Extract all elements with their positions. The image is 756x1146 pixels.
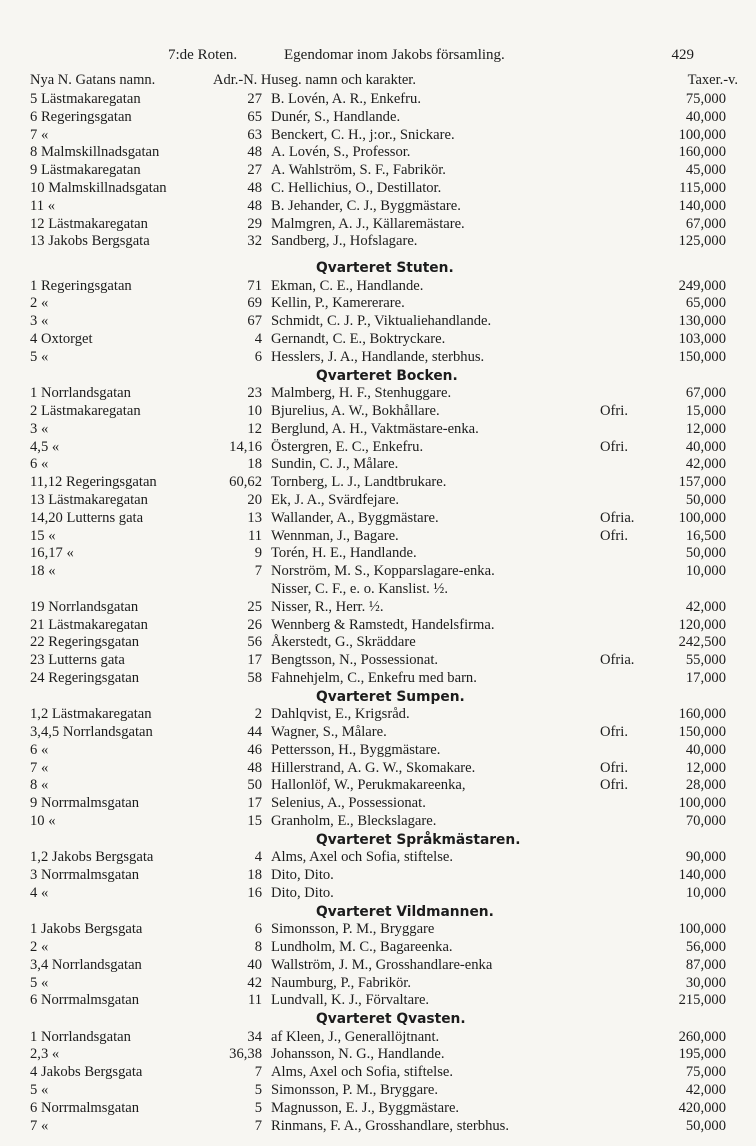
tax-value-cell: 42,000	[685, 456, 726, 473]
owner-cell: Norström, M. S., Kopparslagare-enka.	[271, 563, 495, 580]
tax-value-cell: 115,000	[679, 179, 726, 196]
house-number-cell: 9	[254, 545, 262, 562]
address-cell: 6 Norrmalmsgatan	[30, 1099, 140, 1116]
table-row	[0, 867, 756, 885]
tax-value-cell: 30,000	[685, 974, 726, 991]
register-table	[0, 91, 756, 1135]
house-number-cell: 4	[254, 331, 262, 348]
tax-value-cell: 15,000	[685, 402, 726, 419]
address-cell: 3,4 Norrlandsgatan	[30, 956, 142, 973]
tax-value-cell: 28,000	[685, 777, 726, 794]
house-number-cell: 34	[247, 1028, 262, 1045]
house-number-cell: 7	[254, 1117, 262, 1134]
table-row	[0, 144, 756, 162]
tax-value-cell: 100,000	[678, 126, 726, 143]
table-row	[0, 91, 756, 109]
house-number-cell: 23	[247, 385, 262, 402]
address-cell: 1 Norrlandsgatan	[30, 1028, 131, 1045]
tax-value-cell: 260,000	[678, 1028, 726, 1045]
house-number-cell: 11	[247, 527, 262, 544]
table-row	[0, 233, 756, 251]
table-row	[0, 492, 756, 510]
block-title	[0, 367, 756, 386]
tax-value-cell: 40,000	[685, 438, 726, 455]
owner-cell: Alms, Axel och Sofia, stiftelse.	[271, 1064, 453, 1081]
tax-value-cell: 150,000	[678, 724, 726, 740]
address-cell: 6 Norrmalmsgatan	[30, 992, 140, 1009]
house-number-cell: 50	[247, 777, 262, 794]
owner-cell: af Kleen, J., Generallöjtnant.	[271, 1028, 440, 1045]
block-title-text: Qvarteret Sumpen.	[316, 688, 465, 705]
tax-value-cell: 242,500	[678, 634, 726, 651]
house-number-cell: 27	[247, 162, 262, 179]
address-cell: 11,12 Regeringsgatan	[30, 474, 157, 491]
table-row	[0, 216, 756, 234]
address-cell: 1 Jakobs Bergsgata	[30, 921, 143, 938]
tax-value-cell: 10,000	[685, 563, 726, 580]
house-number-cell: 17	[247, 795, 262, 812]
table-row	[0, 795, 756, 813]
address-cell: 5 «	[30, 1082, 49, 1099]
tax-value-cell: 10,000	[685, 884, 726, 901]
owner-cell: Sundin, C. J., Målare.	[271, 456, 399, 473]
house-number-cell: 36,38	[229, 1046, 262, 1063]
house-number-cell: 56	[247, 634, 262, 651]
address-cell: 5 «	[30, 348, 49, 365]
address-cell: 16,17 «	[30, 545, 74, 562]
house-number-cell: 69	[247, 295, 262, 312]
owner-cell: Johansson, N. G., Handlande.	[271, 1046, 445, 1063]
tax-value-cell: 75,000	[685, 91, 726, 107]
owner-cell: Schmidt, C. J. P., Viktualiehandlande.	[271, 313, 492, 330]
house-number-cell: 7	[254, 563, 262, 580]
address-cell: 1 Regeringsgatan	[30, 277, 132, 294]
table-row	[0, 403, 756, 421]
table-row	[0, 421, 756, 439]
table-row	[0, 581, 756, 599]
house-number-cell: 46	[247, 741, 262, 758]
owner-cell: Simonsson, P. M., Bryggare.	[271, 1082, 439, 1099]
table-row	[0, 180, 756, 198]
table-row	[0, 849, 756, 867]
house-number-cell: 6	[254, 921, 262, 938]
tax-value-cell: 157,000	[678, 474, 726, 491]
column-header-tax: Taxer.-v.	[687, 72, 738, 88]
address-cell: 3 Norrmalmsgatan	[30, 867, 140, 884]
tax-value-cell: 90,000	[685, 849, 726, 866]
owner-cell: Tornberg, L. J., Landtbrukare.	[271, 474, 447, 491]
tax-value-cell: 12,000	[685, 759, 726, 776]
tax-value-cell: 125,000	[678, 233, 726, 250]
owner-cell: Alms, Axel och Sofia, stiftelse.	[271, 849, 453, 866]
page-number: 429	[671, 47, 694, 63]
owner-cell: Östergren, E. C., Enkefru.	[271, 438, 424, 455]
owner-cell: Berglund, A. H., Vaktmästare-enka.	[271, 420, 479, 437]
table-row	[0, 1082, 756, 1100]
house-number-cell: 32	[247, 233, 262, 250]
owner-cell: Bengtsson, N., Possessionat.	[271, 652, 439, 669]
house-number-cell: 7	[254, 1064, 262, 1081]
address-cell: 4 «	[30, 884, 49, 901]
house-number-cell: 8	[254, 938, 262, 955]
house-number-cell: 18	[247, 456, 262, 473]
address-cell: 8 «	[30, 777, 49, 794]
exemption-cell: Ofri.	[600, 724, 628, 740]
table-row	[0, 992, 756, 1010]
house-number-cell: 5	[254, 1082, 262, 1099]
address-cell: 1,2 Jakobs Bergsgata	[30, 849, 154, 866]
tax-value-cell: 65,000	[685, 295, 726, 312]
address-cell: 2 «	[30, 295, 49, 312]
address-cell: 1 Norrlandsgatan	[30, 385, 131, 402]
tax-value-cell: 195,000	[678, 1046, 726, 1063]
table-row	[0, 777, 756, 795]
tax-value-cell: 100,000	[678, 509, 726, 526]
owner-cell: Sandberg, J., Hofslagare.	[271, 233, 418, 250]
table-row	[0, 1100, 756, 1118]
tax-value-cell: 100,000	[678, 795, 726, 812]
block-title-text: Qvarteret Språkmästaren.	[316, 831, 521, 848]
table-row	[0, 760, 756, 778]
tax-value-cell: 40,000	[685, 108, 726, 125]
table-row	[0, 957, 756, 975]
house-number-cell: 63	[247, 126, 262, 143]
tax-value-cell: 55,000	[685, 652, 726, 669]
address-cell: 4 Jakobs Bergsgata	[30, 1064, 143, 1081]
house-number-cell: 44	[247, 724, 262, 740]
tax-value-cell: 120,000	[678, 616, 726, 633]
owner-cell: Dahlqvist, E., Krigsråd.	[271, 706, 410, 723]
exemption-cell: Ofria.	[600, 652, 635, 669]
address-cell: 24 Regeringsgatan	[30, 669, 140, 686]
house-number-cell: 26	[247, 616, 262, 633]
tax-value-cell: 140,000	[678, 197, 726, 214]
table-row	[0, 885, 756, 903]
tax-value-cell: 140,000	[678, 867, 726, 884]
table-row	[0, 456, 756, 474]
tax-value-cell: 67,000	[685, 215, 726, 232]
address-cell: 5 «	[30, 974, 49, 991]
owner-cell: Dito, Dito.	[271, 867, 334, 884]
tax-value-cell: 103,000	[678, 331, 726, 348]
house-number-cell: 4	[254, 849, 262, 866]
house-number-cell: 48	[247, 197, 262, 214]
table-row	[0, 439, 756, 457]
owner-cell: Wennberg & Ramstedt, Handelsfirma.	[271, 616, 495, 633]
house-number-cell: 67	[247, 313, 262, 330]
owner-cell: Fahnehjelm, C., Enkefru med barn.	[271, 669, 477, 686]
table-row	[0, 331, 756, 349]
owner-cell: A. Wahlström, S. F., Fabrikör.	[271, 162, 446, 179]
page-title: Egendomar inom Jakobs församling.	[284, 47, 505, 63]
house-number-cell: 15	[247, 812, 262, 829]
address-cell: 9 Lästmakaregatan	[30, 162, 141, 179]
table-row	[0, 278, 756, 296]
owner-cell: Benckert, C. H., j:or., Snickare.	[271, 126, 455, 143]
house-number-cell: 29	[247, 215, 262, 232]
exemption-cell: Ofri.	[600, 777, 628, 794]
address-cell: 22 Regeringsgatan	[30, 634, 140, 651]
block-title-text: Qvarteret Vildmannen.	[316, 903, 494, 920]
house-number-cell: 20	[247, 491, 262, 508]
table-row	[0, 474, 756, 492]
block-title-text: Qvarteret Stuten.	[316, 260, 454, 277]
tax-value-cell: 70,000	[685, 812, 726, 829]
owner-cell: Magnusson, E. J., Byggmästare.	[271, 1099, 460, 1116]
address-cell: 7 «	[30, 126, 49, 143]
table-row	[0, 563, 756, 581]
owner-cell: Lundvall, K. J., Förvaltare.	[271, 992, 430, 1009]
table-row	[0, 706, 756, 724]
house-number-cell: 5	[254, 1099, 262, 1116]
house-number-cell: 48	[247, 144, 262, 161]
address-cell: 12 Lästmakaregatan	[30, 215, 148, 232]
table-row	[0, 939, 756, 957]
owner-cell: B. Jehander, C. J., Byggmästare.	[271, 197, 461, 214]
house-number-cell: 65	[247, 108, 262, 125]
house-number-cell: 17	[247, 652, 262, 669]
house-number-cell: 40	[247, 956, 262, 973]
owner-cell: Torén, H. E., Handlande.	[271, 545, 417, 562]
address-cell: 3,4,5 Norrlandsgatan	[30, 724, 153, 740]
block-title	[0, 831, 756, 850]
owner-cell: B. Lovén, A. R., Enkefru.	[271, 91, 421, 107]
house-number-cell: 6	[254, 348, 262, 365]
house-number-cell: 42	[247, 974, 262, 991]
owner-cell: Bjurelius, A. W., Bokhållare.	[271, 402, 440, 419]
owner-cell: Granholm, E., Bleckslagare.	[271, 812, 437, 829]
address-cell: 14,20 Lutterns gata	[30, 509, 144, 526]
house-number-cell: 16	[247, 884, 262, 901]
owner-cell: Rinmans, F. A., Grosshandlare, sterbhus.	[271, 1117, 509, 1134]
address-cell: 6 «	[30, 741, 49, 758]
house-number-cell: 27	[247, 91, 262, 107]
table-row	[0, 634, 756, 652]
table-row	[0, 617, 756, 635]
tax-value-cell: 50,000	[685, 491, 726, 508]
address-cell: 3 «	[30, 313, 49, 330]
column-header-owner: Adr.-N. Huseg. namn och karakter.	[213, 72, 416, 88]
table-row	[0, 742, 756, 760]
owner-cell: Wallström, J. M., Grosshandlare-enka	[271, 956, 493, 973]
owner-cell: Simonsson, P. M., Bryggare	[271, 921, 435, 938]
tax-value-cell: 67,000	[685, 385, 726, 402]
block-title	[0, 259, 756, 278]
address-cell: 18 «	[30, 563, 56, 580]
table-row	[0, 198, 756, 216]
owner-cell: Dunér, S., Handlande.	[271, 108, 401, 125]
table-row	[0, 295, 756, 313]
table-row	[0, 109, 756, 127]
table-row	[0, 1046, 756, 1064]
house-number-cell: 48	[247, 179, 262, 196]
address-cell: 21 Lästmakaregatan	[30, 616, 148, 633]
owner-cell: Ekman, C. E., Handlande.	[271, 277, 424, 294]
address-cell: 10 Malmskillnadsgatan	[30, 179, 167, 196]
address-cell: 2 «	[30, 938, 49, 955]
tax-value-cell: 42,000	[685, 598, 726, 615]
address-cell: 13 Lästmakaregatan	[30, 491, 148, 508]
tax-value-cell: 215,000	[678, 992, 726, 1009]
table-row	[0, 813, 756, 831]
address-cell: 5 Lästmakaregatan	[30, 91, 141, 107]
table-row	[0, 599, 756, 617]
house-number-cell: 25	[247, 598, 262, 615]
tax-value-cell: 45,000	[685, 162, 726, 179]
table-row	[0, 975, 756, 993]
address-cell: 9 Norrmalmsgatan	[30, 795, 140, 812]
table-row	[0, 313, 756, 331]
address-cell: 2 Lästmakaregatan	[30, 402, 141, 419]
owner-cell: Dito, Dito.	[271, 884, 334, 901]
owner-cell: Hesslers, J. A., Handlande, sterbhus.	[271, 348, 485, 365]
house-number-cell: 10	[247, 402, 262, 419]
tax-value-cell: 75,000	[685, 1064, 726, 1081]
address-cell: 11 «	[30, 197, 55, 214]
tax-value-cell: 130,000	[678, 313, 726, 330]
table-row	[0, 670, 756, 688]
owner-cell: Ek, J. A., Svärdfejare.	[271, 491, 400, 508]
exemption-cell: Ofri.	[600, 527, 628, 544]
tax-value-cell: 249,000	[678, 277, 726, 294]
address-cell: 6 «	[30, 456, 49, 473]
owner-cell: C. Hellichius, O., Destillator.	[271, 179, 442, 196]
tax-value-cell: 160,000	[678, 706, 726, 723]
address-cell: 13 Jakobs Bergsgata	[30, 233, 150, 250]
table-row	[0, 652, 756, 670]
owner-cell: Kellin, P., Kamererare.	[271, 295, 405, 312]
owner-cell: Selenius, A., Possessionat.	[271, 795, 426, 812]
owner-cell: Hallonlöf, W., Perukmakareenka,	[271, 777, 466, 794]
block-title-text: Qvarteret Qvasten.	[316, 1011, 466, 1028]
address-cell: 3 «	[30, 420, 49, 437]
exemption-cell: Ofri.	[600, 438, 628, 455]
exemption-cell: Ofri.	[600, 402, 628, 419]
owner-cell: Nisser, C. F., e. o. Kanslist. ½.	[271, 580, 449, 597]
owner-cell: Hillerstrand, A. G. W., Skomakare.	[271, 759, 476, 776]
house-number-cell: 13	[247, 509, 262, 526]
block-title	[0, 903, 756, 922]
tax-value-cell: 17,000	[685, 669, 726, 686]
address-cell: 8 Malmskillnadsgatan	[30, 144, 160, 161]
table-row	[0, 349, 756, 367]
address-cell: 1,2 Lästmakaregatan	[30, 706, 152, 723]
roten-label: 7:de Roten.	[168, 47, 238, 63]
owner-cell: Wallander, A., Byggmästare.	[271, 509, 439, 526]
owner-cell: Malmberg, H. F., Stenhuggare.	[271, 385, 452, 402]
tax-value-cell: 42,000	[685, 1082, 726, 1099]
table-row	[0, 921, 756, 939]
house-number-cell: 58	[247, 669, 262, 686]
house-number-cell: 2	[254, 706, 262, 723]
table-row	[0, 528, 756, 546]
owner-cell: A. Lovén, S., Professor.	[271, 144, 411, 161]
table-row	[0, 385, 756, 403]
owner-cell: Gernandt, C. E., Boktryckare.	[271, 331, 446, 348]
address-cell: 2,3 «	[30, 1046, 60, 1063]
address-cell: 4 Oxtorget	[30, 331, 93, 348]
tax-value-cell: 16,500	[685, 527, 726, 544]
owner-cell: Wennman, J., Bagare.	[271, 527, 399, 544]
table-row	[0, 127, 756, 145]
owner-cell: Lundholm, M. C., Bagareenka.	[271, 938, 453, 955]
tax-value-cell: 50,000	[685, 545, 726, 562]
owner-cell: Wagner, S., Målare.	[271, 724, 387, 740]
tax-value-cell: 160,000	[678, 144, 726, 161]
table-row	[0, 510, 756, 528]
address-cell: 19 Norrlandsgatan	[30, 598, 139, 615]
table-row	[0, 724, 756, 742]
block-title-text: Qvarteret Bocken.	[316, 367, 458, 384]
tax-value-cell: 56,000	[685, 938, 726, 955]
table-row	[0, 1118, 756, 1136]
house-number-cell: 11	[247, 992, 262, 1009]
tax-value-cell: 87,000	[685, 956, 726, 973]
exemption-cell: Ofria.	[600, 509, 635, 526]
address-cell: 7 «	[30, 1117, 49, 1134]
house-number-cell: 14,16	[229, 438, 262, 455]
owner-cell: Åkerstedt, G., Skräddare	[271, 634, 416, 651]
owner-cell: Naumburg, P., Fabrikör.	[271, 974, 411, 991]
table-row	[0, 1064, 756, 1082]
address-cell: 6 Regeringsgatan	[30, 108, 132, 125]
column-header-address: Nya N. Gatans namn.	[30, 72, 156, 88]
address-cell: 23 Lutterns gata	[30, 652, 125, 669]
address-cell: 15 «	[30, 527, 56, 544]
address-cell: 10 «	[30, 812, 56, 829]
tax-value-cell: 420,000	[678, 1099, 726, 1116]
table-row	[0, 162, 756, 180]
spacer	[0, 251, 756, 259]
tax-value-cell: 12,000	[685, 420, 726, 437]
owner-cell: Nisser, R., Herr. ½.	[271, 598, 384, 615]
table-row	[0, 545, 756, 563]
table-row	[0, 1029, 756, 1047]
house-number-cell: 12	[247, 420, 262, 437]
tax-value-cell: 50,000	[685, 1117, 726, 1134]
house-number-cell: 60,62	[229, 474, 262, 491]
house-number-cell: 48	[247, 759, 262, 776]
tax-value-cell: 100,000	[678, 921, 726, 938]
block-title	[0, 688, 756, 707]
tax-value-cell: 150,000	[678, 348, 726, 365]
address-cell: 7 «	[30, 759, 49, 776]
exemption-cell: Ofri.	[600, 759, 628, 776]
house-number-cell: 71	[247, 277, 262, 294]
house-number-cell: 18	[247, 867, 262, 884]
owner-cell: Pettersson, H., Byggmästare.	[271, 741, 441, 758]
owner-cell: Malmgren, A. J., Källaremästare.	[271, 215, 465, 232]
block-title	[0, 1010, 756, 1029]
address-cell: 4,5 «	[30, 438, 60, 455]
tax-value-cell: 40,000	[685, 741, 726, 758]
